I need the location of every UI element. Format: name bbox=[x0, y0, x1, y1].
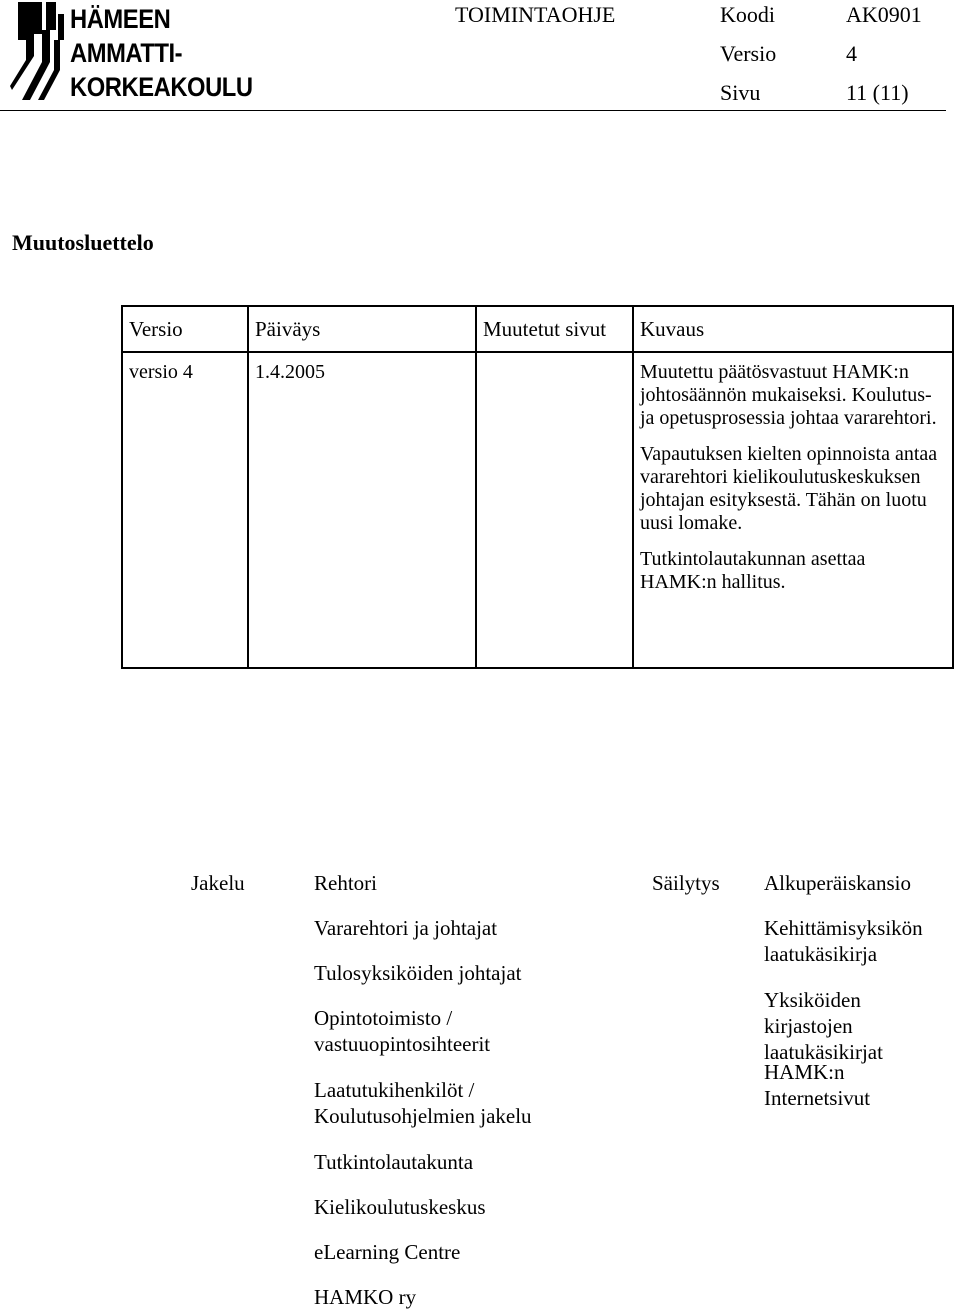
cell-changed-pages bbox=[476, 352, 633, 668]
change-table bbox=[121, 305, 954, 669]
section-title: Muutosluettelo bbox=[12, 230, 154, 255]
description-paragraph: Vapautuksen kielten opinnoista antaa vararehtori kielikoulutuskeskuksen johtajan esityksestä. Tähän on luotu uusi lomake. bbox=[640, 443, 938, 534]
header-divider bbox=[0, 110, 946, 111]
distribution-label: Jakelu bbox=[191, 871, 245, 895]
logo-line-1: HÄMEEN bbox=[70, 4, 171, 34]
distribution-item: eLearning Centre bbox=[314, 1240, 461, 1264]
distribution-item: Tutkintolautakunta bbox=[314, 1150, 474, 1174]
column-header-version: Versio bbox=[122, 306, 248, 352]
description-paragraph: Muutettu päätösvastuut HAMK:n johtosäännön mukaiseksi. Koulutus- ja opetusprosessia johtaa vararehtori. bbox=[640, 361, 937, 429]
table-header-row bbox=[122, 306, 953, 352]
column-header-description: Kuvaus bbox=[633, 306, 953, 352]
storage-item: Yksiköiden kirjastojen laatukäsikirjat bbox=[764, 988, 883, 1064]
hamk-emblem-icon bbox=[8, 0, 68, 104]
version-value: 4 bbox=[846, 41, 857, 66]
description-paragraph: Tutkintolautakunnan asettaa HAMK:n hallitus. bbox=[640, 548, 866, 593]
column-header-changed-pages: Muutetut sivut bbox=[476, 306, 633, 352]
cell-date: 1.4.2005 bbox=[248, 352, 476, 668]
column-header-date: Päiväys bbox=[248, 306, 476, 352]
storage-item: Kehittämisyksikön laatukäsikirja bbox=[764, 916, 923, 966]
distribution-item: Laatutukihenkilöt / Koulutusohjelmien jakelu bbox=[314, 1078, 532, 1128]
distribution-item: Kielikoulutuskeskus bbox=[314, 1195, 486, 1219]
page-label: Sivu bbox=[720, 80, 761, 105]
logo bbox=[8, 0, 253, 104]
code-label: Koodi bbox=[720, 2, 775, 27]
distribution-item: Opintotoimisto / vastuuopintosihteerit bbox=[314, 1006, 491, 1056]
storage-item: Alkuperäiskansio bbox=[764, 871, 911, 895]
page-value: 11 (11) bbox=[846, 80, 909, 105]
cell-version: versio 4 bbox=[122, 352, 248, 668]
code-value: AK0901 bbox=[846, 2, 922, 27]
version-label: Versio bbox=[720, 41, 777, 66]
table-row bbox=[122, 352, 953, 668]
distribution-item: Tulosyksiköiden johtajat bbox=[314, 961, 522, 985]
logo-line-3: KORKEAKOULU bbox=[70, 72, 253, 102]
storage-item: HAMK:n Internetsivut bbox=[764, 1060, 871, 1110]
logo-line-2: AMMATTI- bbox=[70, 38, 183, 68]
distribution-item: HAMKO ry bbox=[314, 1285, 417, 1309]
cell-description bbox=[633, 352, 953, 668]
doc-type: TOIMINTAOHJE bbox=[455, 2, 616, 27]
storage-label: Säilytys bbox=[652, 871, 720, 895]
distribution-item: Vararehtori ja johtajat bbox=[314, 916, 498, 940]
distribution-item: Rehtori bbox=[314, 871, 377, 895]
